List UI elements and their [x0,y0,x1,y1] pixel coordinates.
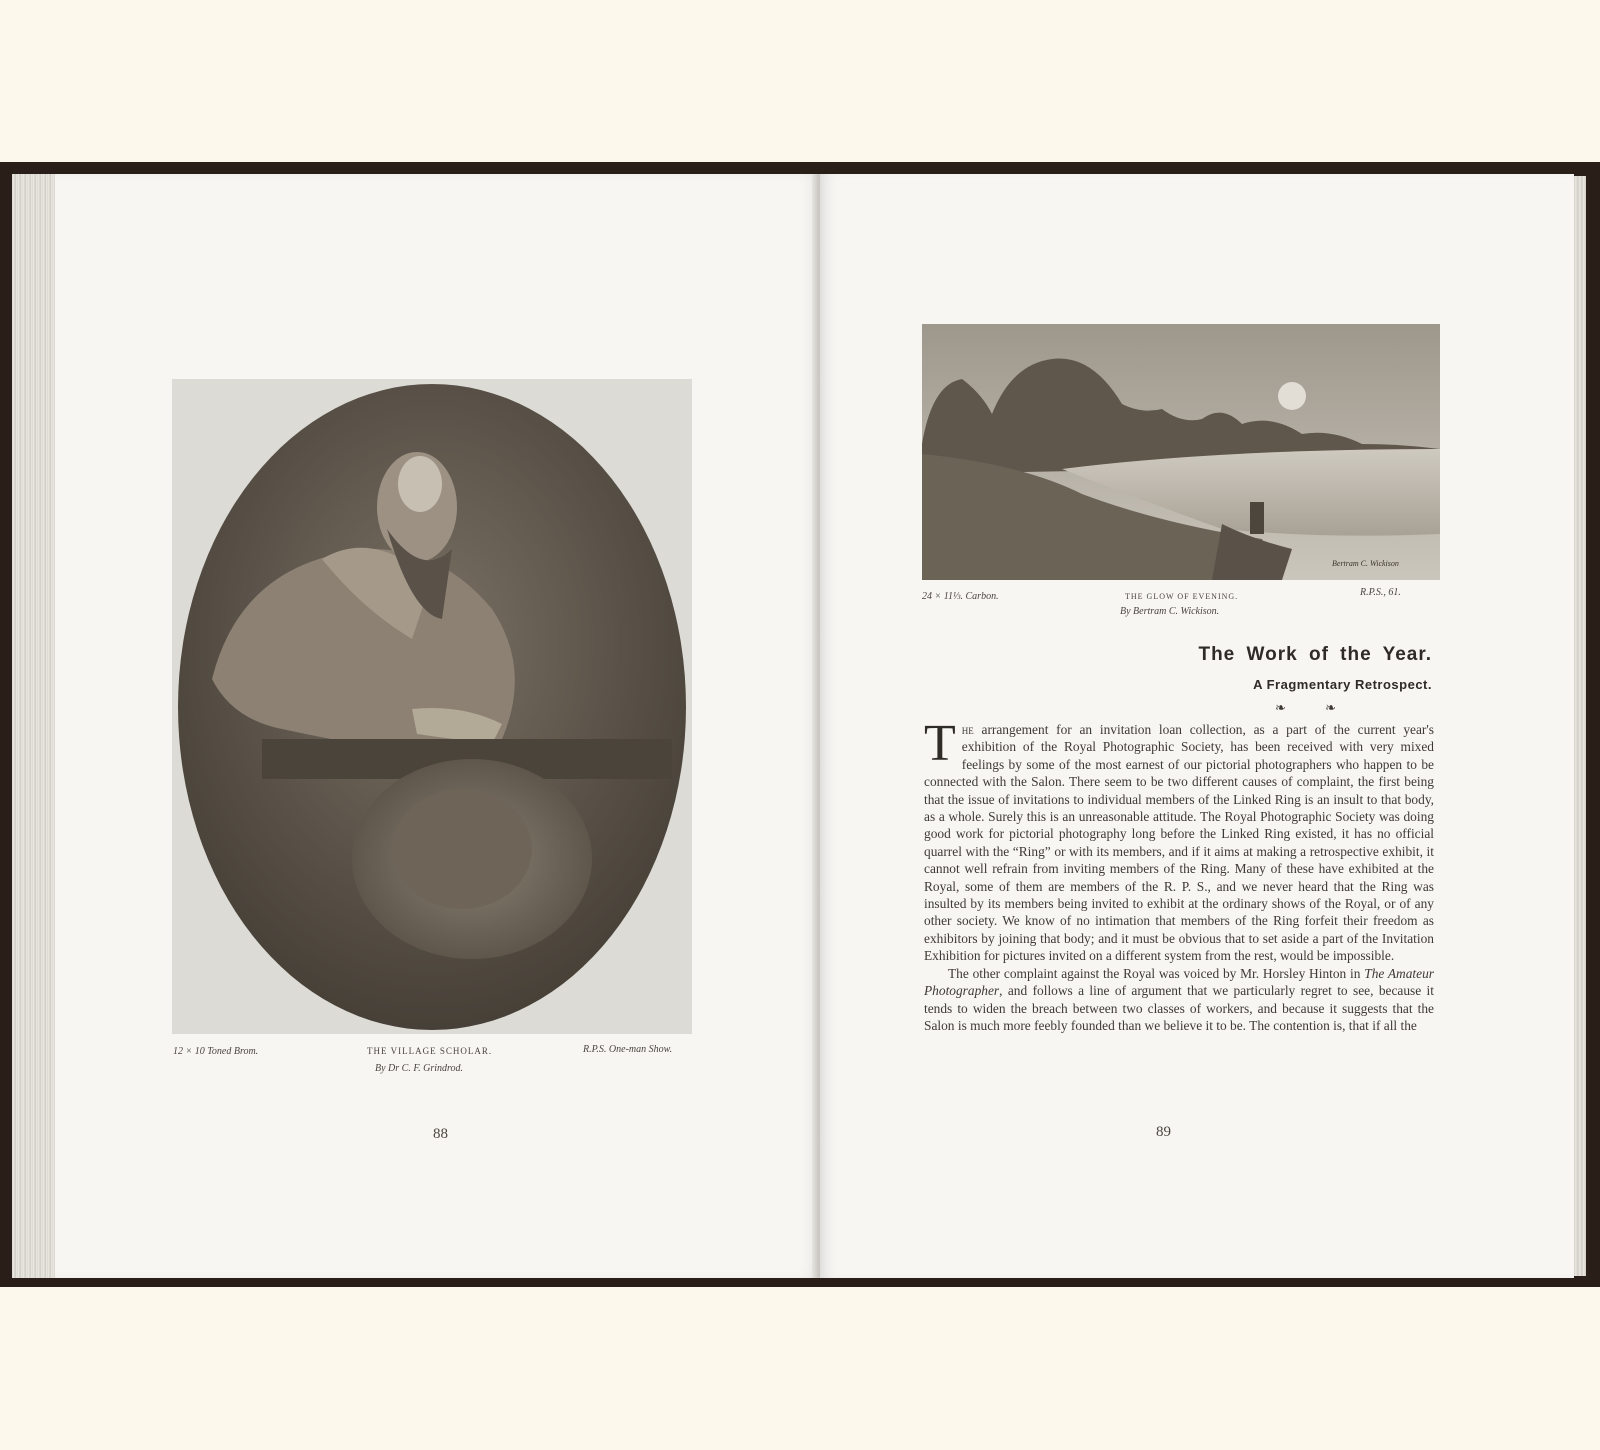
caption-exhibition: R.P.S., 61. [1360,587,1401,598]
publication-title: The Amateur Photographer [924,965,1434,999]
right-page [820,174,1574,1278]
page-number: 88 [433,1126,448,1142]
fleuron-ornament: ❧ ❧ [1275,700,1355,715]
article-subtitle: A Fragmentary Retrospect. [1253,677,1432,692]
caption-author: By Dr C. F. Grindrod. [375,1063,464,1074]
paragraph-2 [924,965,1434,1035]
caption-title: THE VILLAGE SCHOLAR. [367,1046,493,1056]
caption-author: By Bertram C. Wickison. [1120,606,1220,617]
photo-signature: Bertram C. Wickison [1332,559,1399,568]
page-edges-right [1572,176,1586,1276]
caption-title: THE GLOW OF EVENING. [1125,592,1239,601]
caption-size-process: 24 × 11⅓. Carbon. [922,591,999,602]
photo-glow-of-evening [922,324,1440,580]
paragraph-2-start: The other complaint against the Royal was voiced by Mr. Horsley Hinton in [948,965,1365,981]
page-number: 89 [1156,1124,1171,1140]
caption-size-process: 12 × 10 Toned Brom. [173,1046,259,1057]
left-page [55,174,823,1278]
caption-exhibition: R.P.S. One-man Show. [583,1044,673,1055]
first-word: he [961,722,974,737]
article-title: The Work of the Year. [1198,644,1432,665]
article-body [924,715,1434,1034]
photo-village-scholar [172,379,692,1034]
paragraph-2-end: , and follows a line of argument that we particularly regret to see, because it tends to widen the breach between two classes of workers, and because it suggests that the Salon is much more feebly founded than we believe it to be. The contention is, that if all the [924,983,1434,1033]
drop-cap: T [924,715,956,772]
paragraph-1-text: arrangement for an invitation loan collection, as a part of the current year's exhibition of the Royal Photographic Society, has been received with very mixed feelings by some of the most earnest of our pictorial photographers who happen to be connected with the Salon. There seem to be two different causes of complaint, the first being that the issue of invitations to individual members of the Linked Ring is an insult to that body, as a whole. Surely this is an unreasonable attitude. The Royal Photographic Society was doing good work for pictorial photography long before the Linked Ring existed, it has no official quarrel with the “Ring” or with its members, and if it aims at making a retrospective exhibit, it cannot well refrain from inviting members of the Ring. Many of these have exhibited at the Royal, some of them are members of the R. P. S., and we never heard that the Ring was insulted by its members being invited to exhibit at the ordinary shows of the Royal, or of any other society. We know of no intimation that members of the Ring forfeit their freedom as exhibitors by joining that body; and it must be obvious that to set aside a part of the Invitation Exhibition for pictures invited on a different system from the rest, would be impossible. [924,722,1434,964]
paragraph-1 [924,715,1434,965]
